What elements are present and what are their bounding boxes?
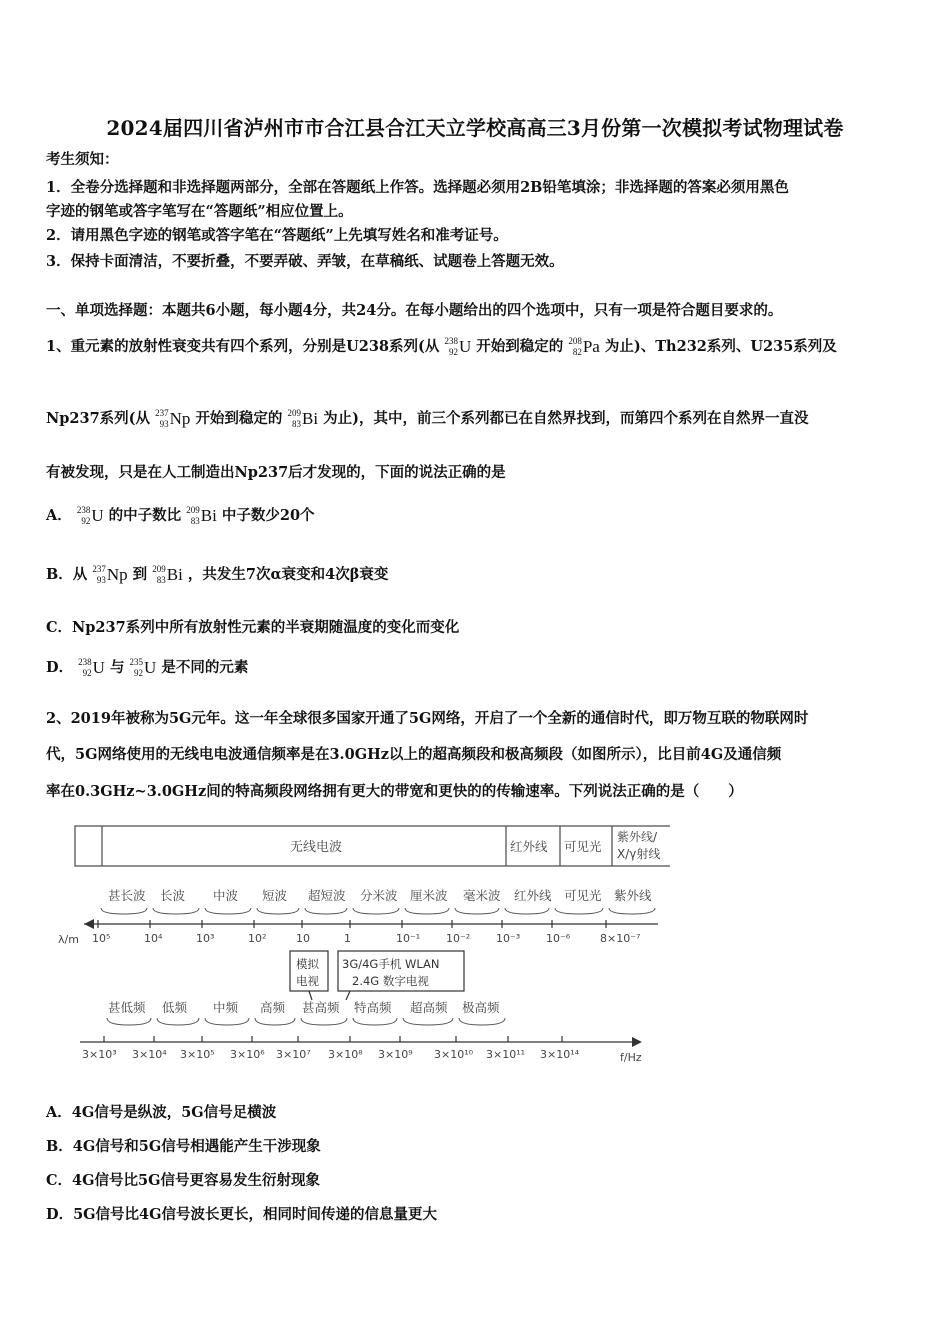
analog-tv-label: 电视	[296, 974, 319, 988]
freq-tick-label: 3×10¹⁴	[540, 1048, 580, 1061]
q1-text: 开始到稳定的	[195, 410, 283, 427]
wave-band-label: 厘米波	[410, 888, 448, 903]
q1-option-d[interactable]: D． 238 92 U 与 235 92 U 是不同的元素	[46, 657, 249, 678]
freq-band-label: 超高频	[410, 1000, 448, 1015]
nuclide-bi209: 209 83 Bi	[287, 408, 319, 429]
spectrum-figure	[50, 818, 670, 1068]
nuclide-u235: 235 92 U	[129, 657, 157, 678]
wave-band-label: 长波	[160, 888, 186, 903]
notice-item: 2．请用黑色字迹的钢笔或答字笔在“答题纸”上先填写姓名和准考证号。	[46, 227, 508, 244]
freq-tick-label: 3×10⁸	[328, 1048, 363, 1061]
freq-tick-label: 3×10⁴	[132, 1048, 167, 1061]
q1-option-b[interactable]: B．从 237 93 Np 到 209 83 Bi ，共发生7次α衰变和4次β衰变	[46, 564, 389, 585]
wave-tick-label: 10⁻³	[496, 932, 521, 945]
wave-band-label: 甚长波	[108, 888, 146, 903]
wave-tick-label: 10³	[196, 932, 215, 945]
notice-item: 字迹的钢笔或答字笔写在“答题纸”相应位置上。	[46, 203, 353, 220]
nuclide-u238: 238 92 U	[76, 505, 104, 526]
q2-line3: 率在0.3GHz~3.0GHz间的特高频段网络拥有更大的带宽和更快的的传输速率。下列说法正确的是（ ）	[46, 783, 743, 800]
wave-band-bracket	[205, 908, 251, 914]
q2-option-b[interactable]: B．4G信号和5G信号相遇能产生干涉现象	[46, 1138, 321, 1155]
freq-tick-label: 3×10⁹	[378, 1048, 413, 1061]
notice-item: 3．保持卡面清洁，不要折叠，不要弄破、弄皱，在草稿纸、试题卷上答题无效。	[46, 253, 564, 270]
wave-band-bracket	[153, 908, 199, 914]
wave-band-bracket	[305, 908, 347, 914]
wave-band-label: 紫外线	[614, 888, 652, 903]
q1-line2	[46, 408, 808, 430]
freq-band-bracket	[403, 1018, 453, 1025]
frequency-arrow	[632, 1037, 642, 1047]
freq-band-label: 甚低频	[108, 1000, 146, 1015]
wave-band-label: 红外线	[514, 888, 552, 903]
freq-band-bracket	[107, 1018, 151, 1025]
nuclide-np237: 237 93 Np	[92, 564, 128, 585]
notice-heading: 考生须知：	[46, 151, 119, 168]
wave-band-bracket	[505, 908, 549, 914]
wave-band-bracket	[257, 908, 299, 914]
mobile-wlan-label: 2.4G 数字电视	[352, 974, 429, 988]
notice-item: 1．全卷分选择题和非选择题两部分，全部在答题纸上作答。选择题必须用2B铅笔填涂；非选择题的答案必须用黑色	[46, 179, 789, 196]
freq-tick-label: 3×10⁷	[276, 1048, 311, 1061]
q2-option-a[interactable]: A．4G信号是纵波，5G信号足横波	[46, 1104, 277, 1121]
freq-band-label: 甚高频	[302, 1000, 340, 1015]
wave-band-label: 中波	[213, 888, 239, 903]
q1-text: 为止)，其中，前三个系列都已在自然界找到，而第四个系列在自然界一直没	[323, 410, 809, 427]
wavelength-axis-label: λ/m	[58, 933, 79, 946]
box-pointer	[309, 991, 312, 1000]
wave-band-label: 短波	[262, 888, 288, 903]
wavelength-arrow	[84, 919, 94, 929]
q1-line1	[46, 336, 837, 358]
wave-band-label: 分米波	[360, 888, 398, 903]
wave-tick-label: 1	[344, 932, 351, 945]
wave-band-bracket	[609, 908, 655, 914]
q2-option-d[interactable]: D．5G信号比4G信号波长更长，相同时间传递的信息量更大	[46, 1206, 438, 1223]
wave-band-bracket	[353, 908, 399, 914]
freq-band-label: 低频	[162, 1000, 188, 1015]
freq-band-bracket	[157, 1018, 199, 1025]
freq-band-label: 中频	[213, 1000, 239, 1015]
top-bar-label: X/γ射线	[617, 847, 661, 861]
section-heading: 一、单项选择题：本题共6小题，每小题4分，共24分。在每小题给出的四个选项中，只有一项是符合题目要求的。	[46, 302, 783, 319]
freq-band-bracket	[205, 1018, 249, 1025]
wave-band-bracket	[455, 908, 499, 914]
wave-tick-label: 10⁻²	[446, 932, 471, 945]
freq-tick-label: 3×10¹¹	[486, 1048, 526, 1061]
wave-band-label: 可见光	[564, 888, 602, 903]
q1-option-a[interactable]: A． 238 92 U 的中子数比 209 83 Bi 中子数少20个	[46, 505, 315, 526]
freq-tick-label: 3×10³	[82, 1048, 117, 1061]
q2-option-c[interactable]: C．4G信号比5G信号更容易发生衍射现象	[46, 1172, 320, 1189]
top-bar-label: 紫外线/	[617, 830, 658, 844]
q1-option-c[interactable]: C．Np237系列中所有放射性元素的半衰期随温度的变化而变化	[46, 619, 460, 636]
wave-tick-label: 10⁻⁶	[546, 932, 571, 945]
freq-band-bracket	[255, 1018, 295, 1025]
nuclide-np237: 237 93 Np	[155, 408, 191, 429]
wave-tick-label: 10⁻¹	[396, 932, 421, 945]
q1-line3: 有被发现，只是在人工制造出Np237后才发现的，下面的说法正确的是	[46, 464, 506, 481]
freq-band-bracket	[459, 1018, 505, 1025]
freq-band-bracket	[353, 1018, 397, 1025]
freq-band-label: 高频	[260, 1000, 286, 1015]
wave-tick-label: 10⁵	[92, 932, 111, 945]
top-bar-label: 可见光	[564, 839, 602, 854]
wave-tick-label: 10⁴	[144, 932, 163, 945]
freq-tick-label: 3×10⁵	[180, 1048, 215, 1061]
freq-band-bracket	[301, 1018, 347, 1025]
top-bar-label: 红外线	[510, 839, 548, 854]
nuclide-u238: 238 92 U	[78, 657, 105, 678]
wave-band-label: 毫米波	[463, 888, 501, 903]
q1-text: 开始到稳定的	[476, 338, 564, 355]
analog-tv-label: 模拟	[296, 957, 319, 971]
box-pointer	[346, 991, 350, 1000]
freq-tick-label: 3×10⁶	[230, 1048, 265, 1061]
q1-text: 为止)、Th232系列、U235系列及	[604, 338, 837, 355]
nuclide-bi209: 209 83 Bi	[186, 505, 217, 526]
nuclide-u238: 238 92 U	[444, 336, 472, 357]
wave-band-label: 超短波	[308, 888, 346, 903]
wave-band-bracket	[555, 908, 603, 914]
wave-band-bracket	[405, 908, 449, 914]
nuclide-pa208: 208 82 Pa	[568, 336, 600, 357]
nuclide-bi209: 209 83 Bi	[152, 564, 183, 585]
wave-tick-label: 8×10⁻⁷	[600, 932, 641, 945]
q2-line2: 代，5G网络使用的无线电电波通信频率是在3.0GHz以上的超高频段和极高频段（如图所示），比目前4G及通信频	[46, 746, 782, 763]
wave-tick-label: 10²	[248, 932, 267, 945]
wave-band-bracket	[101, 908, 147, 914]
top-bar-label: 无线电波	[290, 840, 343, 855]
freq-band-label: 特高频	[354, 1000, 392, 1015]
q1-text: Np237系列(从	[46, 410, 151, 427]
q1-text: 1、重元素的放射性衰变共有四个系列，分别是U238系列(从	[46, 338, 440, 355]
freq-tick-label: 3×10¹⁰	[434, 1048, 474, 1061]
frequency-axis-label: f/Hz	[620, 1051, 642, 1064]
q2-line1: 2、2019年被称为5G元年。这一年全球很多国家开通了5G网络，开启了一个全新的通信时代，即万物互联的物联网时	[46, 710, 809, 727]
mobile-wlan-label: 3G/4G手机 WLAN	[342, 957, 440, 971]
page-title: 2024届四川省泸州市市合江县合江天立学校高高三3月份第一次模拟考试物理试卷	[106, 116, 844, 140]
wave-tick-label: 10	[296, 932, 310, 945]
freq-band-label: 极高频	[462, 1000, 500, 1015]
